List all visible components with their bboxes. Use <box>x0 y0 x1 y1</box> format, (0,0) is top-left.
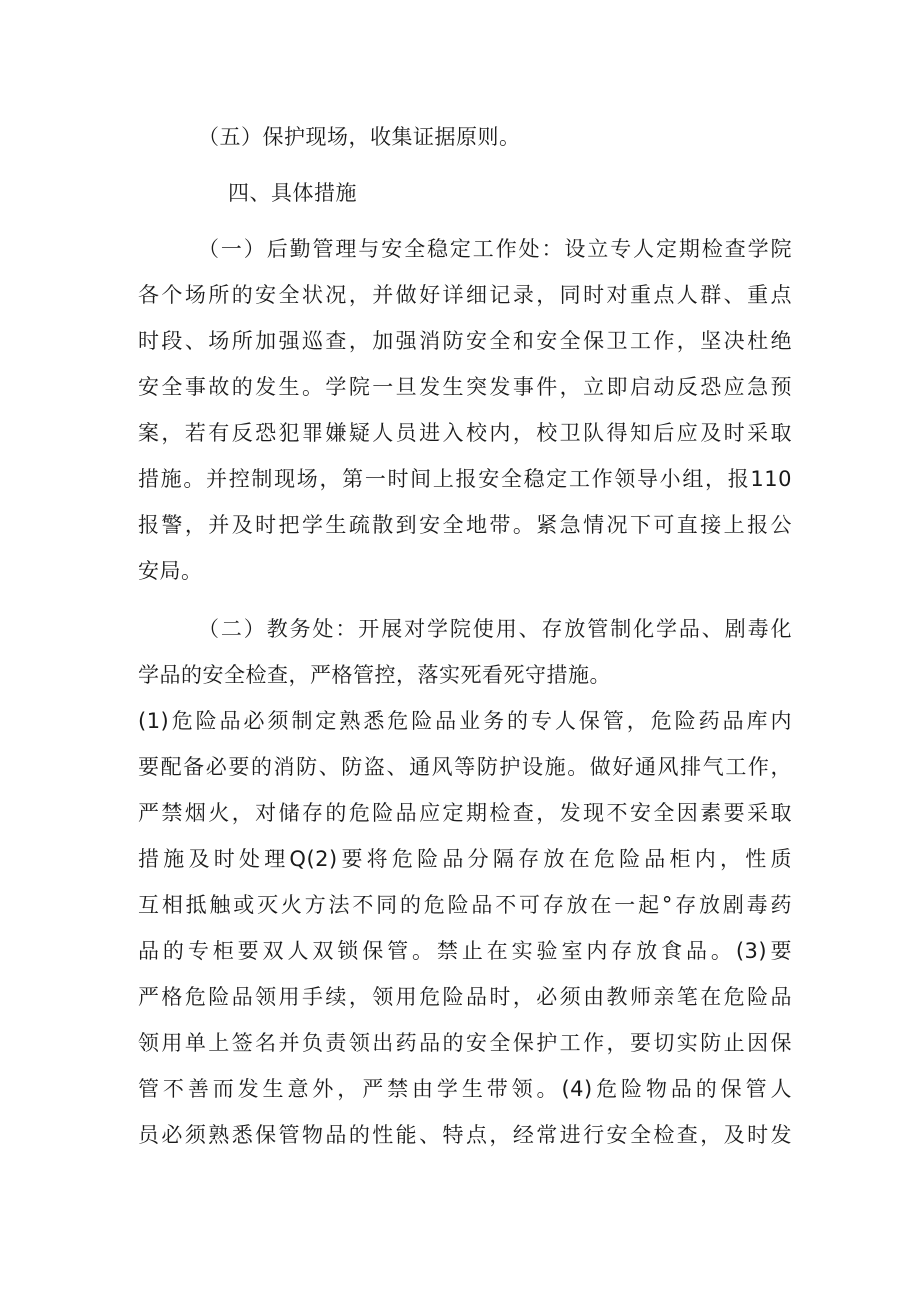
paragraph-1-line: 安全事故的发生。学院一旦发生突发事件，立即启动反恐应急预 <box>138 375 792 399</box>
paragraph-3-line: 要配备必要的消防、防盗、通风等防护设施。做好通风排气工作， <box>138 755 792 779</box>
paragraph-3-line: 品的专柜要双人双锁保管。禁止在实验室内存放食品。(3)要 <box>138 939 792 963</box>
paragraph-3-line: 严格危险品领用手续，领用危险品时，必须由教师亲笔在危险品 <box>138 985 792 1009</box>
paragraph-1-line: （一）后勤管理与安全稳定工作处：设立专人定期检查学院 <box>198 237 792 261</box>
paragraph-3-line: 领用单上签名并负责领出药品的安全保护工作，要切实防止因保 <box>138 1031 792 1055</box>
paragraph-1-line: 安局。 <box>138 559 203 583</box>
section-heading-measures: 四、具体措施 <box>228 181 357 205</box>
paragraph-3-line: 互相抵触或灭火方法不同的危险品不可存放在一起°存放剧毒药 <box>138 893 792 917</box>
paragraph-3-line: 严禁烟火，对储存的危险品应定期检查，发现不安全因素要采取 <box>138 801 792 825</box>
paragraph-3-line: 管不善而发生意外，严禁由学生带领。(4)危险物品的保管人 <box>138 1077 792 1101</box>
paragraph-principle-5: （五）保护现场，收集证据原则。 <box>198 125 521 149</box>
paragraph-2-line: （二）教务处：开展对学院使用、存放管制化学品、剧毒化 <box>198 617 792 641</box>
paragraph-1-line: 各个场所的安全状况，并做好详细记录，同时对重点人群、重点 <box>138 283 792 307</box>
paragraph-1-line: 措施。并控制现场，第一时间上报安全稳定工作领导小组，报110 <box>138 467 792 491</box>
paragraph-3-line: (1)危险品必须制定熟悉危险品业务的专人保管，危险药品库内 <box>138 709 792 733</box>
paragraph-1-line: 报警，并及时把学生疏散到安全地带。紧急情况下可直接上报公 <box>138 513 792 537</box>
paragraph-1-line: 时段、场所加强巡查，加强消防安全和安全保卫工作，坚决杜绝 <box>138 329 792 353</box>
paragraph-3-line: 措施及时处理Q(2)要将危险品分隔存放在危险品柜内，性质 <box>138 847 792 871</box>
paragraph-3-line: 员必须熟悉保管物品的性能、特点，经常进行安全检查，及时发 <box>138 1123 792 1147</box>
paragraph-1-line: 案，若有反恐犯罪嫌疑人员进入校内，校卫队得知后应及时采取 <box>138 421 792 445</box>
paragraph-2-line: 学品的安全检查，严格管控，落实死看死守措施。 <box>138 663 611 687</box>
